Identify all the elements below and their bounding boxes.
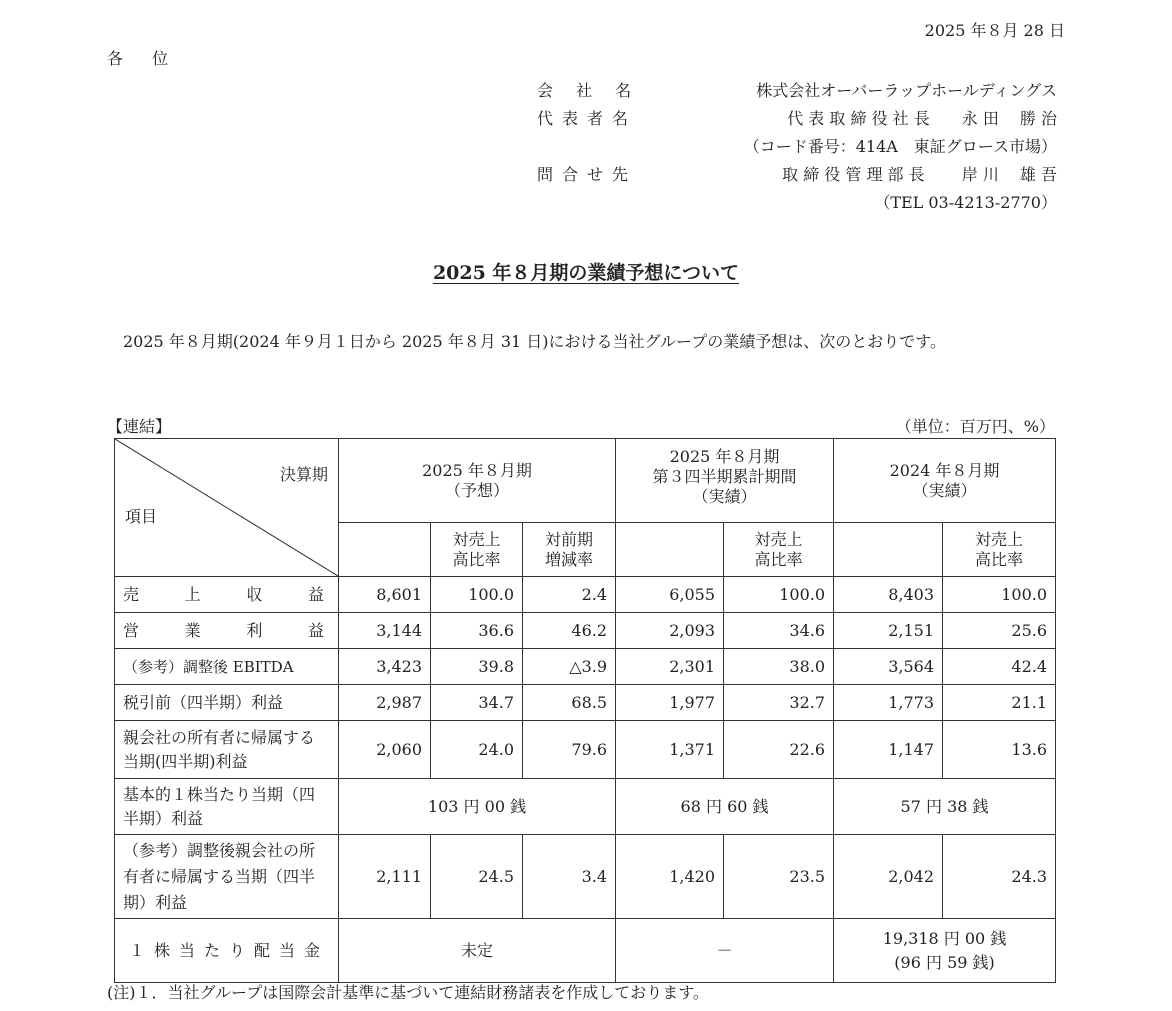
dividend-prev [834, 919, 1056, 983]
sub-ratio: 対売上 高比率 [943, 523, 1056, 577]
row-label: １株当たり配当金 [115, 919, 339, 983]
dividend-row [115, 919, 1056, 983]
cell: 2,060 [339, 721, 431, 779]
page-title: 2025 年８月期の業績予想について [432, 262, 740, 284]
cell: 100.0 [943, 577, 1056, 613]
cell: 68.5 [523, 685, 616, 721]
cell: △3.9 [523, 649, 616, 685]
cell: 8,601 [339, 577, 431, 613]
eps-row [115, 779, 1056, 835]
cell: 3,144 [339, 613, 431, 649]
cell: 23.5 [724, 835, 834, 919]
corner-period: 決算期 [279, 465, 328, 484]
cell: 1,977 [616, 685, 724, 721]
recipients: 各 位 [107, 49, 181, 68]
sub-ratio: 対売上 高比率 [724, 523, 834, 577]
cell: 24.3 [943, 835, 1056, 919]
cell: 21.1 [943, 685, 1056, 721]
cell: 39.8 [431, 649, 523, 685]
cell: 34.7 [431, 685, 523, 721]
unit-label: （単位：百万円、%） [895, 417, 1055, 436]
row-label: 親会社の所有者に帰属する当期(四半期)利益 [115, 721, 339, 779]
adj-row [115, 835, 1056, 919]
cell: 24.5 [431, 835, 523, 919]
cell: 100.0 [431, 577, 523, 613]
cell: 25.6 [943, 613, 1056, 649]
header-row-1 [115, 439, 1056, 523]
cell: 1,420 [616, 835, 724, 919]
row-label: （参考）調整後親会社の所有者に帰属する当期（四半期）利益 [115, 835, 339, 919]
cell: 1,371 [616, 721, 724, 779]
eps-prev: 57 円 38 銭 [834, 779, 1056, 835]
intro-paragraph: 2025 年８月期(2024 年９月１日から 2025 年８月 31 日)における当社グループの業績予想は、次のとおりです。 [123, 332, 946, 351]
cell: 79.6 [523, 721, 616, 779]
cell: 2,151 [834, 613, 943, 649]
cell: 100.0 [724, 577, 834, 613]
row-label: 売 上 収 益 [115, 577, 339, 613]
corner-item: 項目 [125, 507, 158, 526]
cell: 1,773 [834, 685, 943, 721]
contact-label: 問合せ先 [537, 165, 638, 184]
cell: 3,564 [834, 649, 943, 685]
representative-label: 代表者名 [537, 109, 638, 128]
sub-change: 対前期 増減率 [523, 523, 616, 577]
cell: 1,147 [834, 721, 943, 779]
dividend-prev-amount: 19,318 円 00 銭 [882, 928, 1007, 948]
cell: 6,055 [616, 577, 724, 613]
cell: 2,987 [339, 685, 431, 721]
company-name: 株式会社オーバーラップホールディングス [756, 81, 1057, 100]
cell: 2.4 [523, 577, 616, 613]
eps-forecast: 103 円 00 銭 [339, 779, 616, 835]
col-forecast: 2025 年８月期 （予想） [339, 439, 616, 523]
company-name-label: 会 社 名 [537, 81, 641, 100]
dividend-forecast: 未定 [339, 919, 616, 983]
representative: 代 表 取 締 役 社 長 永 田 勝 治 [787, 109, 1057, 128]
cell: 8,403 [834, 577, 943, 613]
contact-person: 取 締 役 管 理 部 長 岸 川 雄 吾 [782, 165, 1057, 184]
stock-code: （コード番号：414A 東証グロース市場） [743, 137, 1057, 156]
cell: 2,042 [834, 835, 943, 919]
cell: 46.2 [523, 613, 616, 649]
document-date: 2025 年８月 28 日 [924, 21, 1065, 40]
table-label: 【連結】 [107, 417, 172, 436]
cell: 42.4 [943, 649, 1056, 685]
table-row [115, 577, 1056, 613]
cell: 13.6 [943, 721, 1056, 779]
cell: 36.6 [431, 613, 523, 649]
cell: 2,111 [339, 835, 431, 919]
row-label: （参考）調整後 EBITDA [115, 649, 339, 685]
cell: 34.6 [724, 613, 834, 649]
dividend-q3: － [616, 919, 834, 983]
col-q3: 2025 年８月期 第３四半期累計期間 （実績） [616, 439, 834, 523]
cell: 32.7 [724, 685, 834, 721]
cell: 24.0 [431, 721, 523, 779]
row-label: 基本的１株当たり当期（四半期）利益 [115, 779, 339, 835]
row-label: 税引前（四半期）利益 [115, 685, 339, 721]
eps-q3: 68 円 60 銭 [616, 779, 834, 835]
cell: 2,301 [616, 649, 724, 685]
footnote: (注)１．当社グループは国際会計基準に基づいて連結財務諸表を作成しております。 [107, 983, 709, 1002]
contact-phone: （TEL 03-4213-2770） [874, 193, 1057, 212]
cell: 22.6 [724, 721, 834, 779]
table-row [115, 649, 1056, 685]
cell: 38.0 [724, 649, 834, 685]
dividend-prev-adjusted: (96 円 59 銭) [894, 952, 995, 972]
cell: 3.4 [523, 835, 616, 919]
table-row [115, 613, 1056, 649]
row-label: 営 業 利 益 [115, 613, 339, 649]
sub-ratio: 対売上 高比率 [431, 523, 523, 577]
table-row [115, 721, 1056, 779]
forecast-table [114, 438, 1056, 983]
corner-cell [115, 439, 339, 577]
table-row [115, 685, 1056, 721]
col-prev: 2024 年８月期 （実績） [834, 439, 1056, 523]
cell: 2,093 [616, 613, 724, 649]
cell: 3,423 [339, 649, 431, 685]
